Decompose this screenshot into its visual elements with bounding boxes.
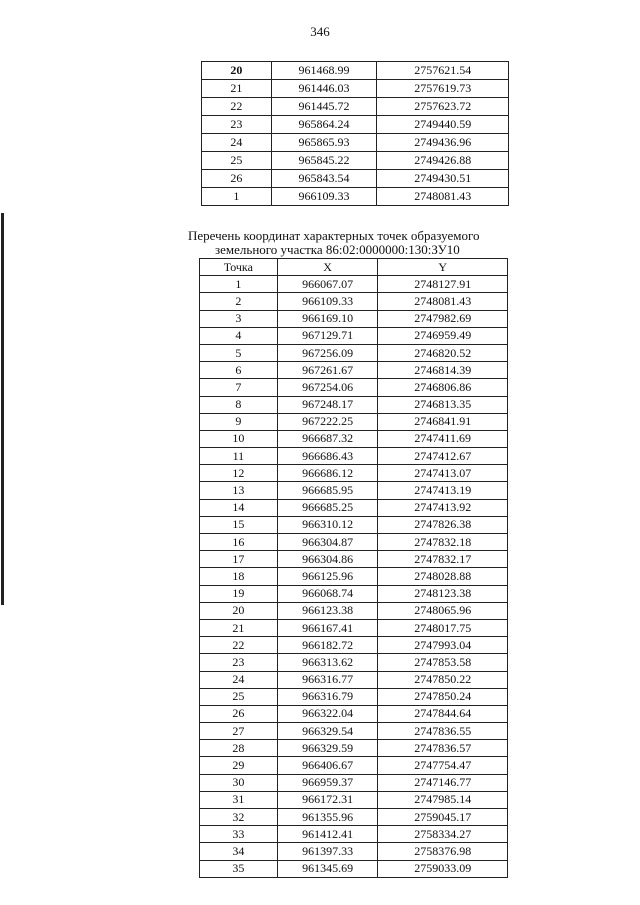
- table-row: [200, 688, 508, 705]
- cell-x: 966182.72: [277, 637, 378, 654]
- cell-point: 15: [200, 516, 278, 533]
- cell-y: 2747412.67: [378, 448, 508, 465]
- cell-y: 2747832.17: [378, 551, 508, 568]
- cell-point: 33: [200, 826, 278, 843]
- cell-point: 25: [202, 152, 272, 170]
- table-row: [200, 671, 508, 688]
- cell-x: 967129.71: [277, 327, 378, 344]
- cell-y: 2749426.88: [377, 152, 509, 170]
- table-row: [200, 637, 508, 654]
- cell-point: 35: [200, 860, 278, 877]
- cell-y: 2757623.72: [377, 98, 509, 116]
- cell-y: 2747832.18: [378, 534, 508, 551]
- cell-point: 26: [202, 170, 272, 188]
- cell-x: 961345.69: [277, 860, 378, 877]
- cell-point: 10: [200, 430, 278, 447]
- cell-point: 24: [202, 134, 272, 152]
- cell-point: 22: [202, 98, 272, 116]
- cell-y: 2747413.07: [378, 465, 508, 482]
- cell-y: 2747836.55: [378, 723, 508, 740]
- cell-point: 1: [200, 276, 278, 293]
- cell-point: 23: [202, 116, 272, 134]
- cell-y: 2746806.86: [378, 379, 508, 396]
- cell-point: 1: [202, 188, 272, 206]
- cell-point: 20: [202, 62, 272, 80]
- cell-point: 4: [200, 327, 278, 344]
- cell-x: 965864.24: [271, 116, 377, 134]
- table-row: [200, 860, 508, 877]
- table-row: [200, 465, 508, 482]
- table-row: [200, 379, 508, 396]
- cell-y: 2749430.51: [377, 170, 509, 188]
- table-row: [200, 654, 508, 671]
- table-row: [200, 396, 508, 413]
- table-row: [200, 809, 508, 826]
- table-row: [200, 757, 508, 774]
- coordinates-table: [199, 258, 508, 878]
- cell-y: 2747850.24: [378, 688, 508, 705]
- table-row: [202, 116, 509, 134]
- header-x: X: [277, 259, 378, 276]
- cell-y: 2748081.43: [378, 293, 508, 310]
- cell-x: 966167.41: [277, 619, 378, 636]
- cell-point: 3: [200, 310, 278, 327]
- cell-x: 966304.86: [277, 551, 378, 568]
- table-row: [200, 619, 508, 636]
- table-row: [200, 534, 508, 551]
- cell-y: 2746959.49: [378, 327, 508, 344]
- cell-y: 2749440.59: [377, 116, 509, 134]
- cell-point: 2: [200, 293, 278, 310]
- cell-x: 967256.09: [277, 344, 378, 361]
- coordinates-table-continued: [201, 61, 509, 206]
- cell-y: 2747844.64: [378, 705, 508, 722]
- cell-x: 966687.32: [277, 430, 378, 447]
- cell-point: 32: [200, 809, 278, 826]
- cell-y: 2746814.39: [378, 362, 508, 379]
- cell-x: 965865.93: [271, 134, 377, 152]
- cell-point: 19: [200, 585, 278, 602]
- cell-y: 2747413.19: [378, 482, 508, 499]
- table-row: [200, 791, 508, 808]
- cell-x: 966123.38: [277, 602, 378, 619]
- table-row: [200, 585, 508, 602]
- cell-y: 2747836.57: [378, 740, 508, 757]
- cell-y: 2748123.38: [378, 585, 508, 602]
- cell-point: 34: [200, 843, 278, 860]
- cell-y: 2747853.58: [378, 654, 508, 671]
- table-row: [200, 293, 508, 310]
- table-row: [200, 430, 508, 447]
- cell-x: 966686.12: [277, 465, 378, 482]
- cell-y: 2759045.17: [378, 809, 508, 826]
- table-row: [200, 774, 508, 791]
- table-row: [200, 499, 508, 516]
- cell-x: 966316.79: [277, 688, 378, 705]
- cell-y: 2746820.52: [378, 344, 508, 361]
- cell-point: 28: [200, 740, 278, 757]
- top-table-body: [202, 62, 509, 206]
- cell-y: 2747413.92: [378, 499, 508, 516]
- cell-y: 2747850.22: [378, 671, 508, 688]
- table-row: [202, 188, 509, 206]
- cell-point: 26: [200, 705, 278, 722]
- cell-x: 966685.25: [277, 499, 378, 516]
- table-row: [200, 276, 508, 293]
- cell-y: 2748081.43: [377, 188, 509, 206]
- table-row: [200, 826, 508, 843]
- table-header-row: [200, 259, 508, 276]
- cell-x: 965843.54: [271, 170, 377, 188]
- cell-point: 27: [200, 723, 278, 740]
- cell-y: 2757621.54: [377, 62, 509, 80]
- cell-point: 9: [200, 413, 278, 430]
- cell-x: 966169.10: [277, 310, 378, 327]
- cell-point: 5: [200, 344, 278, 361]
- cell-point: 13: [200, 482, 278, 499]
- table-row: [200, 413, 508, 430]
- table-row: [200, 740, 508, 757]
- table-row: [202, 152, 509, 170]
- cell-x: 966109.33: [271, 188, 377, 206]
- caption-line-2: земельного участка 86:02:0000000:130:ЗУ10: [215, 242, 460, 257]
- cell-point: 8: [200, 396, 278, 413]
- caption-line-1: Перечень координат характерных точек образуемого: [188, 228, 480, 243]
- table-row: [200, 310, 508, 327]
- cell-x: 966329.54: [277, 723, 378, 740]
- table-row: [202, 62, 509, 80]
- cell-point: 22: [200, 637, 278, 654]
- cell-y: 2747982.69: [378, 310, 508, 327]
- cell-y: 2758334.27: [378, 826, 508, 843]
- table-row: [202, 80, 509, 98]
- cell-x: 967248.17: [277, 396, 378, 413]
- cell-point: 16: [200, 534, 278, 551]
- cell-point: 20: [200, 602, 278, 619]
- cell-y: 2748017.75: [378, 619, 508, 636]
- cell-x: 966304.87: [277, 534, 378, 551]
- table-row: [202, 170, 509, 188]
- cell-point: 7: [200, 379, 278, 396]
- cell-point: 24: [200, 671, 278, 688]
- cell-x: 966959.37: [277, 774, 378, 791]
- cell-point: 11: [200, 448, 278, 465]
- table-row: [200, 602, 508, 619]
- cell-point: 21: [202, 80, 272, 98]
- table-row: [200, 448, 508, 465]
- table-row: [200, 843, 508, 860]
- cell-x: 966067.07: [277, 276, 378, 293]
- cell-x: 966109.33: [277, 293, 378, 310]
- cell-x: 967254.06: [277, 379, 378, 396]
- table-row: [200, 362, 508, 379]
- cell-x: 966316.77: [277, 671, 378, 688]
- cell-y: 2749436.96: [377, 134, 509, 152]
- margin-bar: [1, 213, 4, 605]
- cell-x: 966313.62: [277, 654, 378, 671]
- cell-x: 966125.96: [277, 568, 378, 585]
- table-row: [200, 327, 508, 344]
- cell-y: 2757619.73: [377, 80, 509, 98]
- table-row: [202, 98, 509, 116]
- cell-x: 966172.31: [277, 791, 378, 808]
- cell-y: 2748028.88: [378, 568, 508, 585]
- cell-x: 961445.72: [271, 98, 377, 116]
- table-row: [200, 344, 508, 361]
- cell-x: 961355.96: [277, 809, 378, 826]
- cell-x: 967222.25: [277, 413, 378, 430]
- table-row: [200, 516, 508, 533]
- cell-x: 966686.43: [277, 448, 378, 465]
- cell-y: 2747411.69: [378, 430, 508, 447]
- cell-y: 2748127.91: [378, 276, 508, 293]
- cell-point: 25: [200, 688, 278, 705]
- cell-x: 966406.67: [277, 757, 378, 774]
- cell-x: 966068.74: [277, 585, 378, 602]
- cell-x: 961412.41: [277, 826, 378, 843]
- cell-y: 2747826.38: [378, 516, 508, 533]
- page-number: 346: [310, 24, 330, 39]
- cell-point: 14: [200, 499, 278, 516]
- cell-point: 29: [200, 757, 278, 774]
- cell-point: 17: [200, 551, 278, 568]
- cell-x: 961446.03: [271, 80, 377, 98]
- cell-y: 2746841.91: [378, 413, 508, 430]
- cell-y: 2747985.14: [378, 791, 508, 808]
- header-y: Y: [378, 259, 508, 276]
- cell-point: 6: [200, 362, 278, 379]
- table-row: [200, 482, 508, 499]
- cell-y: 2759033.09: [378, 860, 508, 877]
- cell-point: 23: [200, 654, 278, 671]
- cell-x: 961397.33: [277, 843, 378, 860]
- cell-x: 966322.04: [277, 705, 378, 722]
- cell-point: 30: [200, 774, 278, 791]
- cell-point: 21: [200, 619, 278, 636]
- cell-y: 2758376.98: [378, 843, 508, 860]
- cell-x: 966329.59: [277, 740, 378, 757]
- cell-y: 2746813.35: [378, 396, 508, 413]
- cell-x: 965845.22: [271, 152, 377, 170]
- cell-y: 2747993.04: [378, 637, 508, 654]
- cell-y: 2747146.77: [378, 774, 508, 791]
- table-row: [200, 551, 508, 568]
- cell-point: 12: [200, 465, 278, 482]
- header-point: Точка: [200, 259, 278, 276]
- table-row: [200, 723, 508, 740]
- cell-point: 18: [200, 568, 278, 585]
- cell-y: 2747754.47: [378, 757, 508, 774]
- table-row: [200, 568, 508, 585]
- table-row: [202, 134, 509, 152]
- table-row: [200, 705, 508, 722]
- cell-x: 966685.95: [277, 482, 378, 499]
- cell-x: 967261.67: [277, 362, 378, 379]
- table-caption: [188, 229, 508, 257]
- cell-x: 961468.99: [271, 62, 377, 80]
- cell-point: 31: [200, 791, 278, 808]
- cell-x: 966310.12: [277, 516, 378, 533]
- main-table-body: [200, 276, 508, 878]
- cell-y: 2748065.96: [378, 602, 508, 619]
